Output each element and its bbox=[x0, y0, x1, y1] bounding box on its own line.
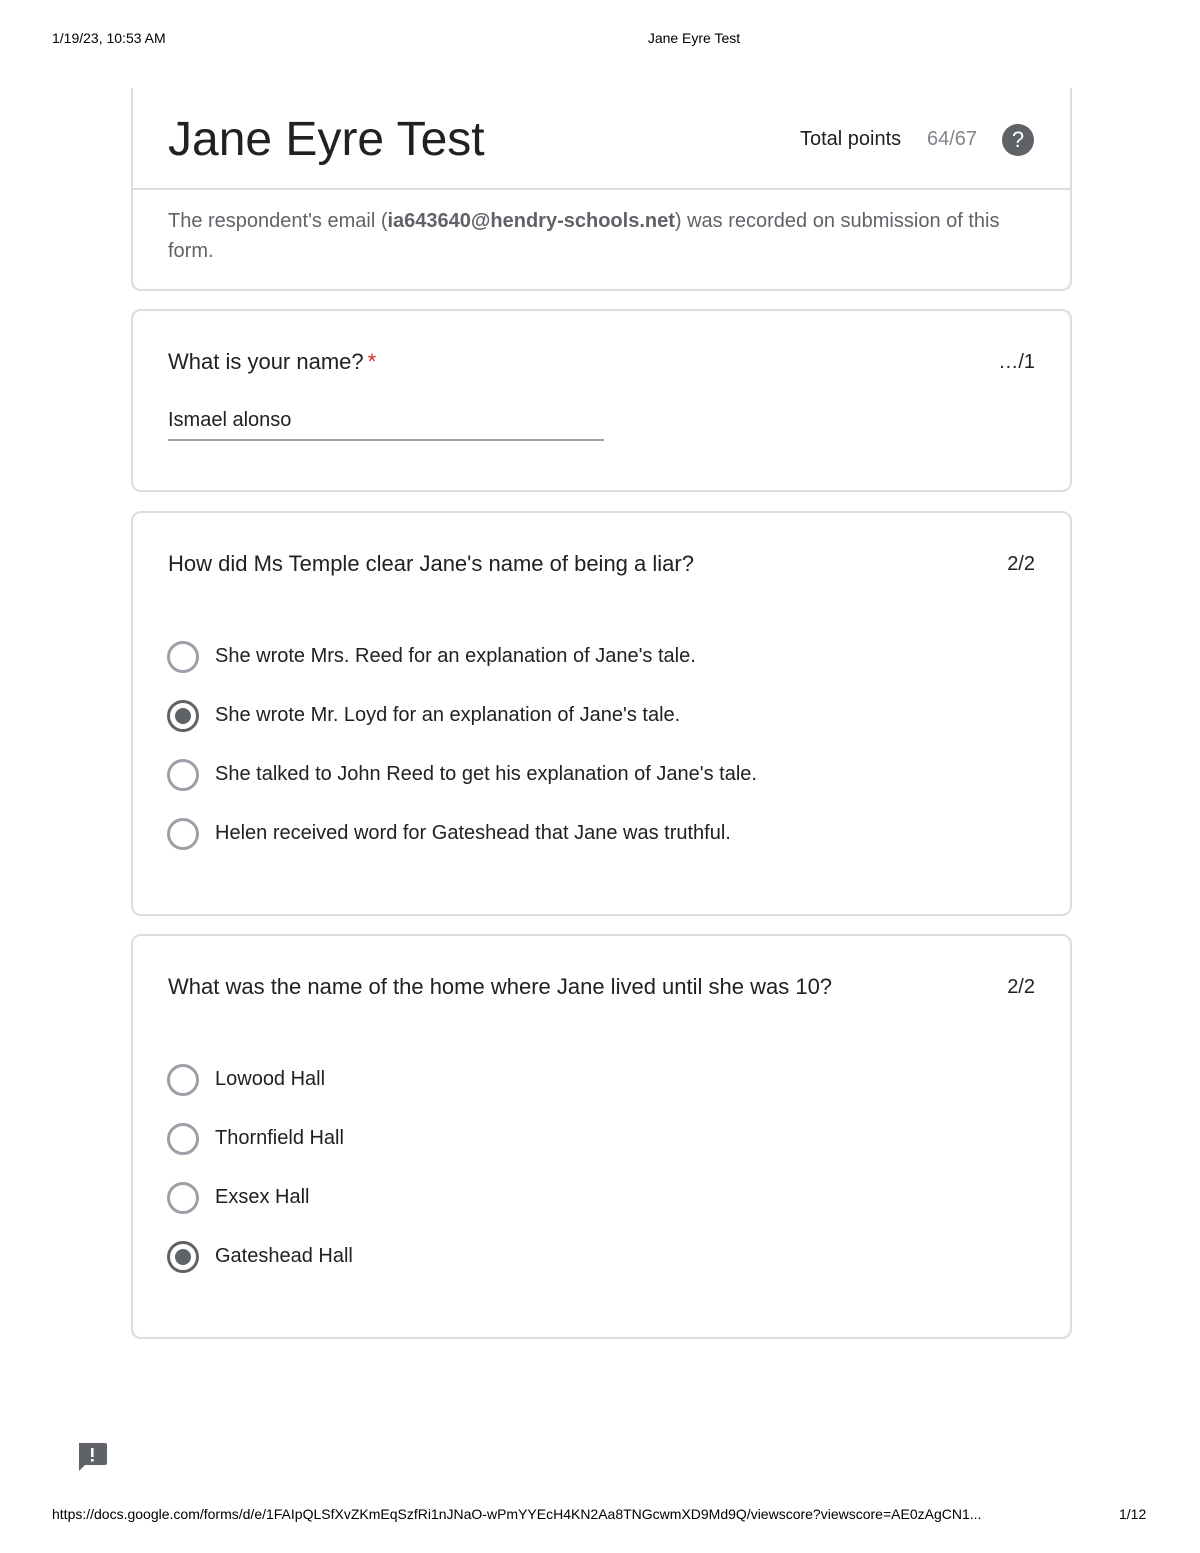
page-url: https://docs.google.com/forms/d/e/1FAIpQLSfXvZKmEqSzfRi1nJNaO-wPmYYEcH4KN2Aa8TNGcwmXD9Md9Q/viewscore?viewscore=AE0zAgCN1... bbox=[52, 1506, 982, 1522]
total-points-value: 64/67 bbox=[927, 128, 978, 150]
print-date: 1/19/23, 10:53 AM bbox=[52, 30, 166, 46]
question-card-ms-temple bbox=[131, 511, 1072, 916]
option-label: Helen received word for Gateshead that Jane was truthful. bbox=[215, 822, 731, 844]
radio-button[interactable] bbox=[167, 1064, 199, 1096]
page-number: 1/12 bbox=[1119, 1506, 1147, 1522]
radio-button-selected[interactable] bbox=[167, 700, 199, 732]
question-text: What is your name? bbox=[168, 349, 364, 374]
form-header-card bbox=[131, 88, 1072, 291]
option-label: Thornfield Hall bbox=[215, 1127, 344, 1149]
question-points: 2/2 bbox=[1007, 553, 1035, 575]
print-header bbox=[0, 30, 1200, 50]
radio-button[interactable] bbox=[167, 818, 199, 850]
radio-button[interactable] bbox=[167, 1123, 199, 1155]
form-title: Jane Eyre Test bbox=[168, 113, 485, 166]
option-label: Exsex Hall bbox=[215, 1186, 310, 1208]
radio-button-selected[interactable] bbox=[167, 1241, 199, 1273]
print-page-title: Jane Eyre Test bbox=[647, 30, 741, 46]
radio-button[interactable] bbox=[167, 641, 199, 673]
required-marker: * bbox=[367, 349, 377, 374]
help-icon[interactable]: ? bbox=[1002, 124, 1034, 156]
print-footer bbox=[0, 1506, 1200, 1526]
respondent-email-note bbox=[168, 206, 1028, 266]
option-label: Gateshead Hall bbox=[215, 1245, 353, 1267]
name-answer-field[interactable]: Ismael alonso bbox=[168, 409, 604, 441]
radio-button[interactable] bbox=[167, 1182, 199, 1214]
feedback-icon[interactable] bbox=[76, 1441, 108, 1473]
question-title bbox=[168, 349, 376, 375]
question-title: How did Ms Temple clear Jane's name of being a liar? bbox=[168, 551, 694, 576]
email-note-prefix: The respondent's email ( bbox=[168, 210, 388, 232]
respondent-email: ia643640@hendry-schools.net bbox=[387, 210, 675, 232]
form-header-top bbox=[133, 88, 1070, 190]
radio-button[interactable] bbox=[167, 759, 199, 791]
option-label: She talked to John Reed to get his explanation of Jane's tale. bbox=[215, 763, 757, 785]
email-note-suffix: ) was recorded on submission of this form. bbox=[168, 210, 1000, 262]
total-points-label: Total points bbox=[800, 128, 902, 150]
question-points: 2/2 bbox=[1007, 976, 1035, 998]
question-title: What was the name of the home where Jane lived until she was 10? bbox=[168, 974, 833, 999]
option-label: She wrote Mrs. Reed for an explanation of Jane's tale. bbox=[215, 645, 696, 667]
option-label: Lowood Hall bbox=[215, 1068, 326, 1090]
question-points: …/1 bbox=[998, 351, 1035, 373]
question-card-name bbox=[131, 309, 1072, 492]
option-label: She wrote Mr. Loyd for an explanation of Jane's tale. bbox=[215, 704, 681, 726]
question-card-home bbox=[131, 934, 1072, 1339]
